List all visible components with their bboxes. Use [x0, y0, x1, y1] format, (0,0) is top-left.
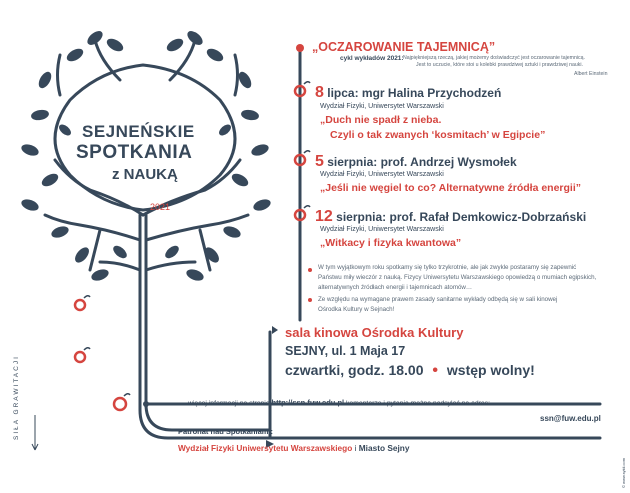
- side-text: SIŁA GRAWITACJI: [13, 355, 20, 440]
- note-1b: Państwu miły wieczór z nauką. Fizycy Uniwersytetu Warszawskiego opowiedzą o mumiach egipskich,: [318, 274, 597, 281]
- title-year: 2021: [150, 202, 171, 212]
- note-1a: W tym wyjątkowym roku spotkamy się tylko trzykrotnie, ale jak zwykle postaramy się zapewnić: [318, 264, 577, 271]
- lecture-3-heading: [315, 208, 586, 226]
- lecture-3-day: 12: [315, 208, 333, 225]
- lecture-2-title: „Jeśli nie węgiel to co? Alternatywne źródła energii”: [320, 182, 582, 194]
- footer-info: więcej informacji na stronie: [188, 400, 270, 407]
- lecture-1-day: 8: [315, 84, 324, 101]
- patron-and: i: [354, 443, 357, 453]
- lecture-3-speaker: sierpnia: prof. Rafał Demkowicz-Dobrzański: [336, 210, 587, 224]
- venue-entry: wstęp wolny!: [446, 362, 535, 378]
- title-line1: SEJNEŃSKIE: [82, 122, 195, 141]
- credit-text: © www.sykli.com: [621, 457, 626, 488]
- lecture-1-affil: Wydział Fizyki, Uniwersytet Warszawski: [320, 103, 444, 110]
- lecture-3-affil: Wydział Fizyki, Uniwersytet Warszawski: [320, 226, 444, 233]
- quote-text: Najpiękniejszą rzeczą, jakiej możemy doświadczyć jest oczarowanie tajemnicą.: [403, 55, 585, 61]
- cycle-label: cykl wykładów 2021:: [340, 55, 404, 62]
- lecture-2-day: 5: [315, 153, 324, 170]
- patron-label: Patronat nad Spotkaniami:: [178, 427, 274, 436]
- patron-line: [178, 443, 409, 453]
- note-1c: alternatywnych źródłach energii i tajemnicach atomów…: [318, 284, 473, 291]
- quote-text-2: Jest to uczucie, które stoi u kolebki prawdziwej sztuki i prawdziwej nauki.: [416, 62, 583, 68]
- footer-email[interactable]: ssn@fuw.edu.pl: [540, 414, 601, 423]
- patron-2: Miasto Sejny: [358, 443, 410, 453]
- lecture-2-heading: [315, 153, 517, 171]
- title-line3: z NAUKĄ: [112, 166, 178, 183]
- title-line2: SPOTKANIA: [76, 142, 193, 163]
- lecture-1-title-2: Czyli o tak zwanych ‘kosmitach’ w Egipcie”: [330, 129, 546, 141]
- venue-address: SEJNY, ul. 1 Maja 17: [285, 344, 406, 358]
- lecture-1-heading: [315, 84, 501, 102]
- venue-when: czwartki, godz. 18.00: [285, 362, 424, 378]
- footer-url[interactable]: http://ssn.fuw.edu.pl: [271, 398, 345, 407]
- lecture-1-speaker: lipca: mgr Halina Przychodzeń: [327, 86, 502, 100]
- note-2b: Ośrodka Kultury w Sejnach!: [318, 306, 395, 313]
- quote-author: Albert Einstein: [574, 71, 608, 77]
- lecture-3-title: „Witkacy i fizyka kwantowa”: [320, 237, 462, 249]
- venue-place: sala kinowa Ośrodka Kultury: [285, 325, 464, 340]
- lecture-2-affil: Wydział Fizyki, Uniwersytet Warszawski: [320, 171, 444, 178]
- lecture-2-speaker: sierpnia: prof. Andrzej Wysmołek: [327, 155, 517, 169]
- note-2a: Ze względu na wymagane prawem zasady sanitarne wykłady odbędą się w sali kinowej: [318, 296, 558, 303]
- footer-comments: komentarze i pytania można nadsyłać na adres:: [346, 400, 490, 407]
- series-title: „OCZAROWANIE TAJEMNICĄ”: [312, 40, 496, 54]
- lecture-1-title-1: „Duch nie spadł z nieba.: [320, 114, 442, 126]
- venue-when-line: czwartki, godz. 18.00 • wstęp wolny!: [285, 362, 535, 379]
- patron-1: Wydział Fizyki Uniwersytetu Warszawskiego: [178, 443, 353, 453]
- footer-info-line: [188, 398, 490, 407]
